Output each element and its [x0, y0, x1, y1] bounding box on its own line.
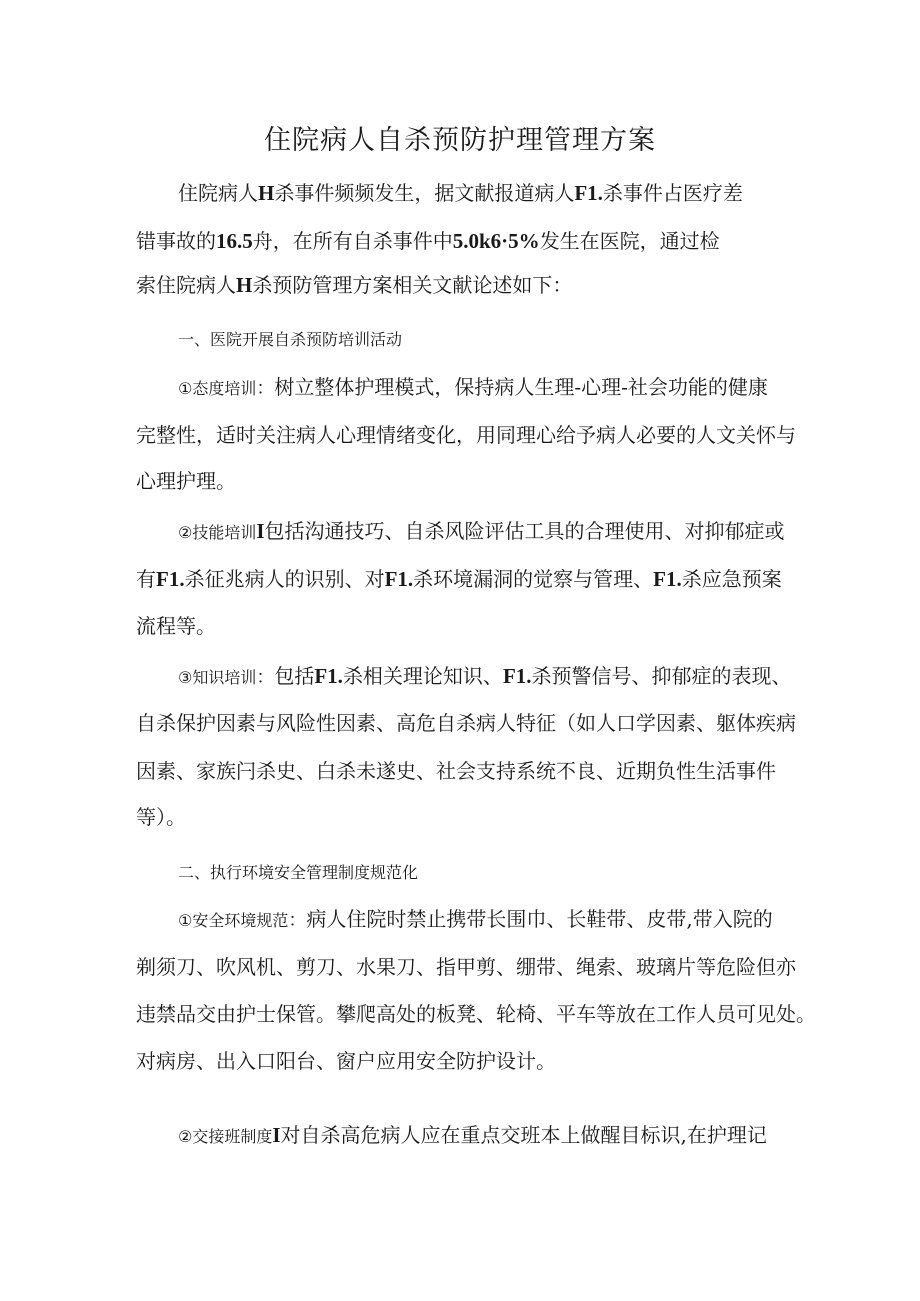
section-2-item-1-line-1: ①安全环境规范：病人住院时禁止携带长围巾、长鞋带、皮带,带入院的 [178, 907, 773, 931]
section-1-item-3-line-4: 等）。 [136, 805, 186, 829]
section-1-item-2-line-3: 流程等。 [136, 614, 216, 638]
section-1-heading: 一、医院开展自杀预防培训活动 [178, 330, 403, 349]
section-1-item-1-line-1: ①态度培训：树立整体护理模式，保持病人生理-心理-社会功能的健康 [178, 375, 768, 399]
section-1-item-3-line-3: 因素、家族闩杀史、白杀未遂史、社会支持系统不良、近期负性生活事件 [136, 759, 776, 783]
section-1-item-2-line-1: ②技能培训I包括沟通技巧、自杀风险评估工具的合理使用、对抑郁症或 [178, 519, 785, 543]
section-2-item-2-line-1: ②交接班制度I对自杀高危病人应在重点交班本上做醒目标识,在护理记 [178, 1123, 767, 1147]
section-2-item-1-line-2: 剃须刀、吹风机、剪刀、水果刀、指甲剪、绷带、绳索、玻璃片等危险但亦 [136, 955, 796, 979]
section-1-item-2-line-2: 有F1.杀征兆病人的识别、对F1.杀环境漏洞的觉察与管理、F1.杀应急预案 [136, 567, 782, 591]
intro-line-1: 住院病人H杀事件频频发生，据文献报道病人F1.杀事件占医疗差 [178, 181, 743, 205]
section-2-heading: 二、执行环境安全管理制度规范化 [178, 863, 419, 882]
section-2-item-1-line-4: 对病房、出入口阳台、窗户应用安全防护设计。 [136, 1049, 556, 1073]
document-title: 住院病人自杀预防护理管理方案 [264, 125, 656, 156]
section-2-item-1-line-3: 违禁品交由护士保管。攀爬高处的板凳、轮椅、平车等放在工作人员可见处。 [136, 1002, 816, 1026]
section-1-item-1-line-2: 完整性，适时关注病人心理情绪变化，用同理心给予病人必要的人文关怀与 [136, 423, 796, 447]
section-1-item-3-line-1: ③知识培训：包括F1.杀相关理论知识、F1.杀预警信号、抑郁症的表现、 [178, 664, 792, 688]
section-1-item-3-line-2: 自杀保护因素与风险性因素、高危自杀病人特征（如人口学因素、躯体疾病 [136, 711, 796, 735]
section-1-item-1-line-3: 心理护理。 [136, 469, 236, 493]
intro-line-2: 错事故的16.5舟，在所有自杀事件中5.0k6·5%发生在医院，通过检 [136, 229, 720, 253]
intro-line-3: 索住院病人H杀预防管理方案相关文献论述如下： [136, 273, 573, 297]
